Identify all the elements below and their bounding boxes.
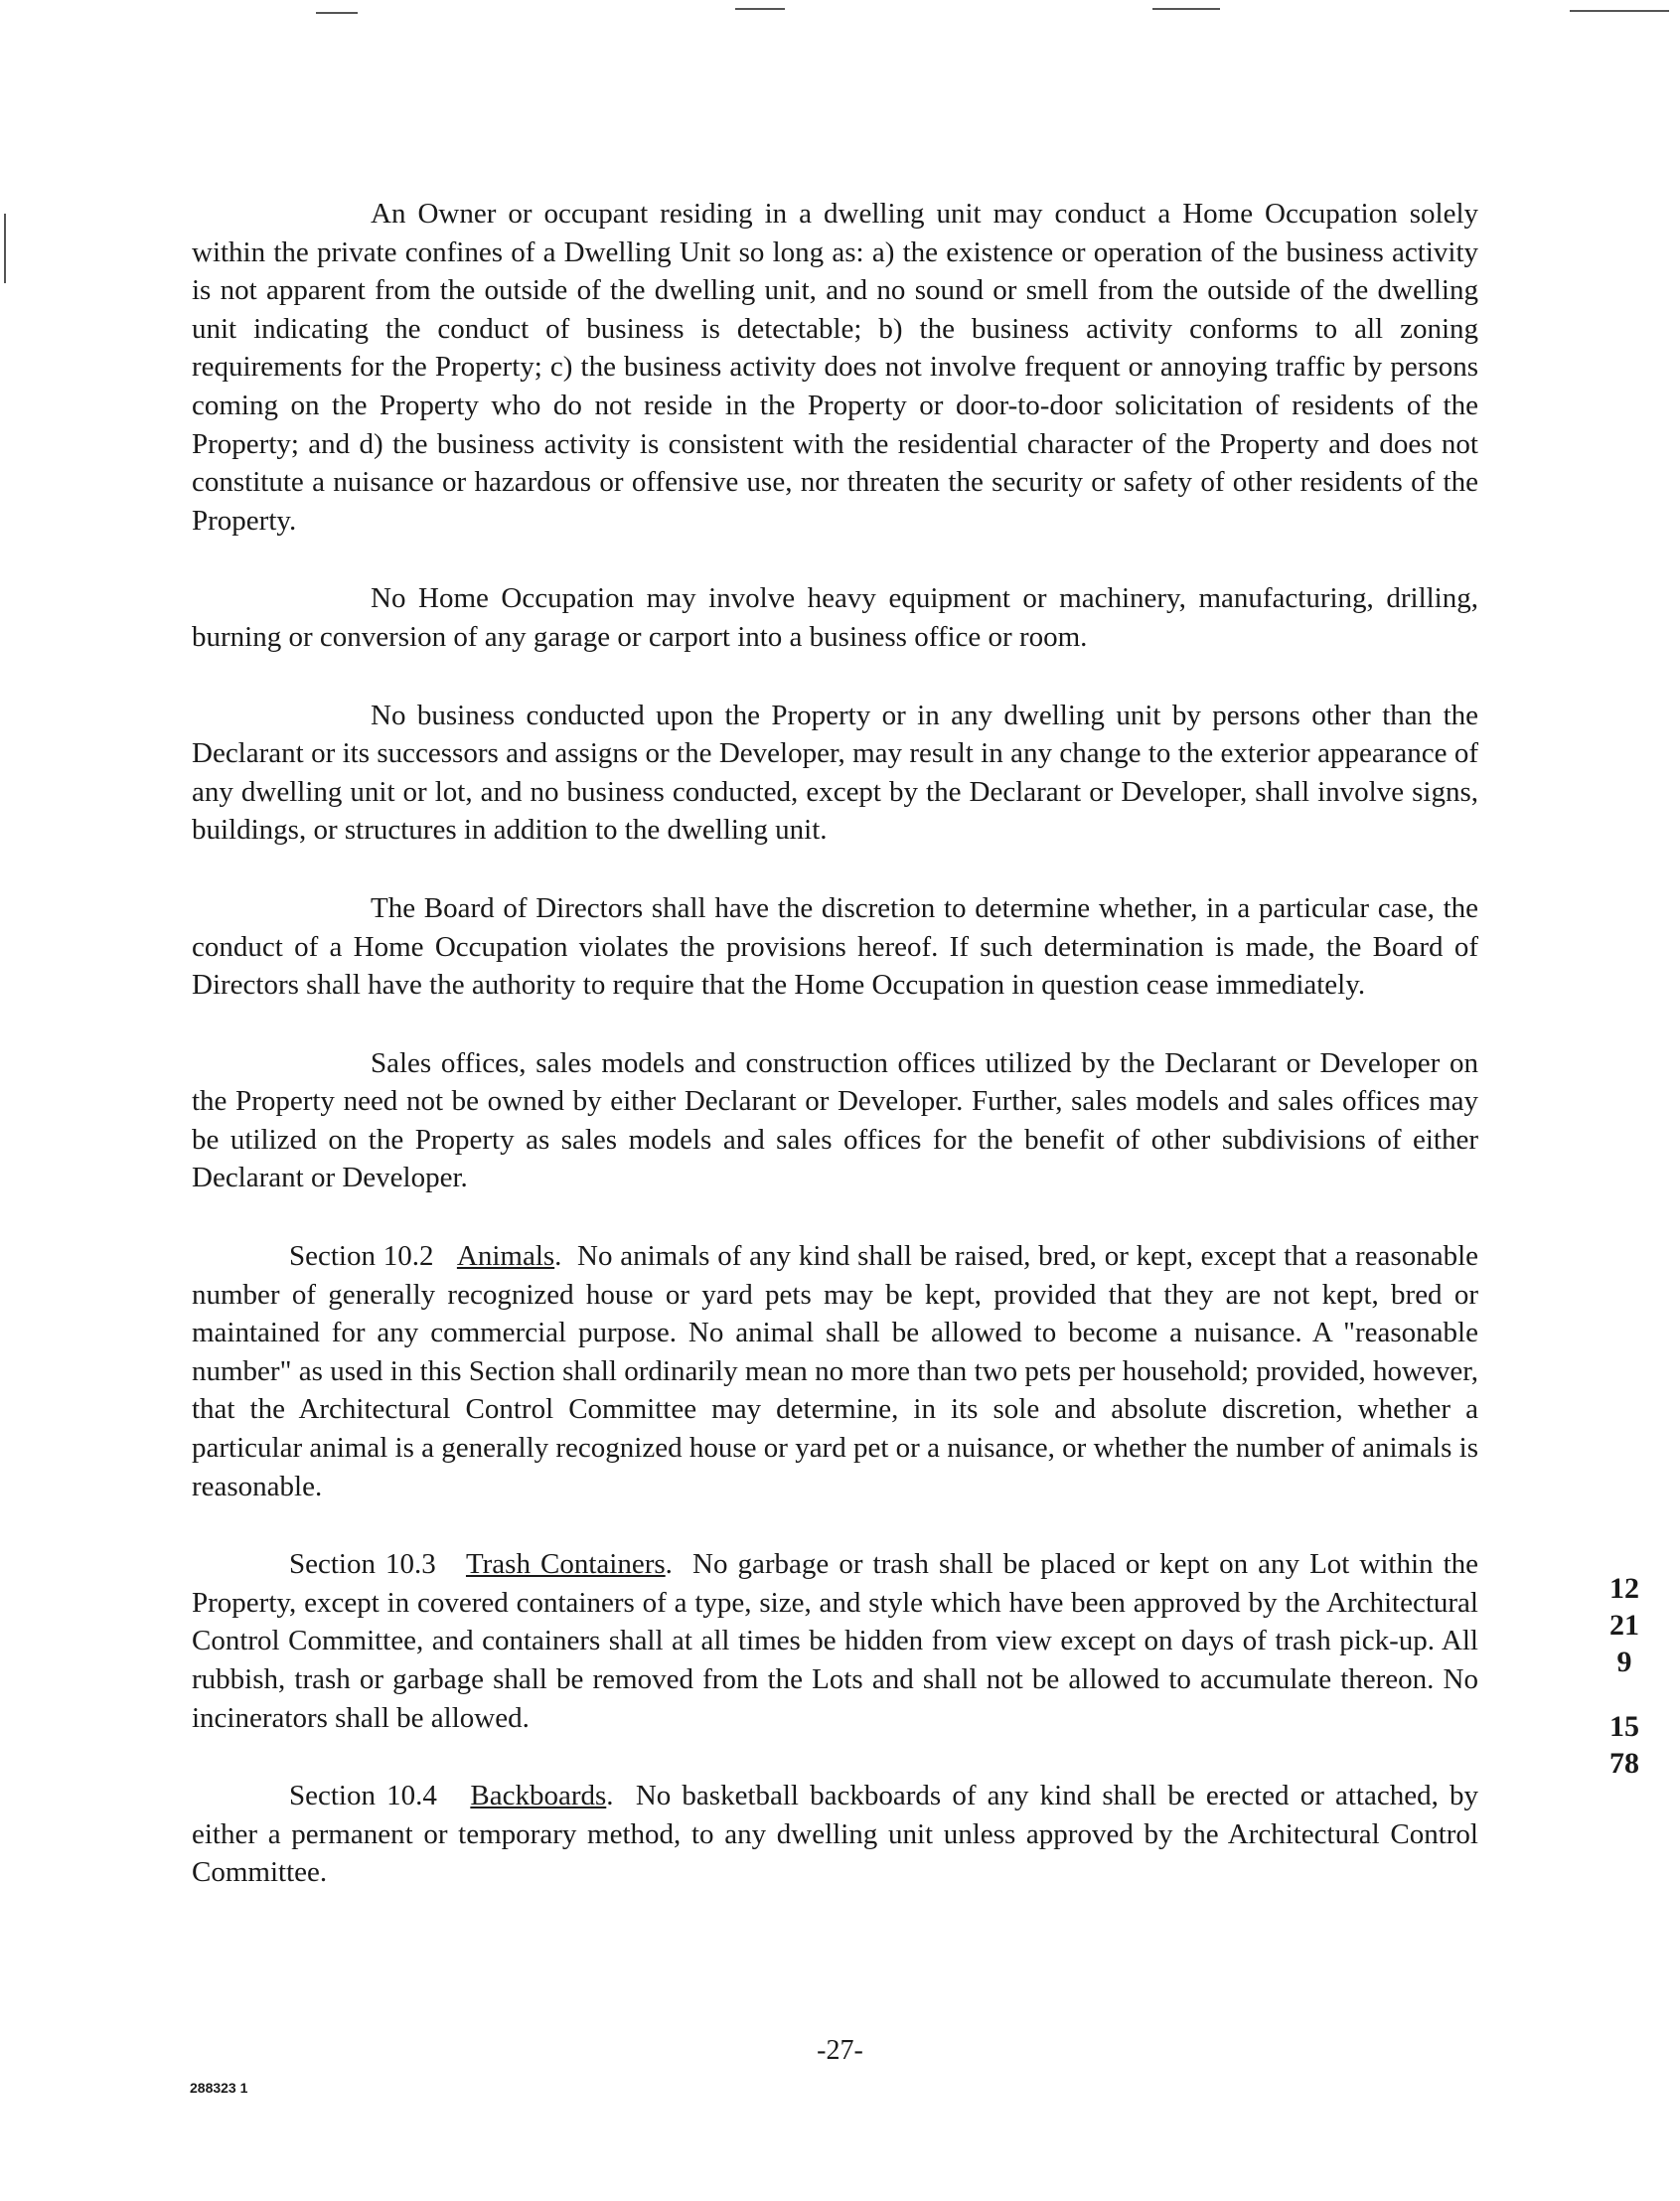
document-body (192, 195, 1478, 1932)
scan-artifact (1152, 8, 1220, 10)
section-number: Section 10.3 (289, 1548, 436, 1581)
paragraph-sales-offices: Sales offices, sales models and construction offices utilized by the Declarant or Developer on the Property need not be owned by either Declarant or Developer. Further, sales models and sales offices may be utilized on the Property as sales models and sales offices for the benefit of other subdivisions of either Declarant or Developer. (192, 1046, 1478, 1194)
section-trash-containers: Section 10.3 Trash Containers. No garbage or trash shall be placed or kept on any Lot within the Property, except in covered containers of a type, size, and style which have been approved by the Architectural Control Committee, and containers shall at all times be hidden from view except on days of trash pick-up. All rubbish, trash or garbage shall be removed from the Lots and shall not be allowed to accumulate thereon. No incinerators shall be allowed. (192, 1548, 1478, 1734)
section-text: No garbage or trash shall be placed or kept on any Lot within the Property, except in covered containers of a type, size, and style which have been approved by the Architectural Control Committee, and containers shall at all times be hidden from view except on days of trash pick-up. All rubbish, trash or garbage shall be removed from the Lots and shall not be allowed to accumulate thereon. No incinerators shall be allowed. (192, 1548, 1478, 1734)
paragraph-no-heavy-equipment: No Home Occupation may involve heavy equipment or machinery, manufacturing, drilling, burning or conversion of any garage or carport into a business office or room. (192, 582, 1478, 653)
recording-number-bottom: 1578 (1609, 1710, 1639, 1780)
section-text: No basketball backboards of any kind shall be erected or attached, by either a permanent or temporary method, to any dwelling unit unless approved by the Architectural Control Committee. (192, 1780, 1479, 1889)
section-title: Animals (456, 1240, 555, 1273)
scan-artifact (4, 214, 6, 283)
scan-artifact (1570, 10, 1669, 12)
paragraph-no-business-change: No business conducted upon the Property or in any dwelling unit by persons other than the Declarant or its successors and assigns or the Developer, may result in any change to the exterior appearance of any dwelling unit or lot, and no business conducted, except by the Declarant or Developer, shall involve signs, buildings, or structures in addition to the dwelling unit. (192, 699, 1478, 847)
recording-number-stamp (1609, 1570, 1639, 1782)
section-animals: Section 10.2 Animals. No animals of any kind shall be raised, bred, or kept, except that a reasonable number of generally recognized house or yard pets may be kept, provided that they are not kept, bred or maintained for any commercial purpose. No animal shall be allowed to become a nuisance. A "reasonable number" as used in this Section shall ordinarily mean no more than two pets per household; provided, however, that the Architectural Control Committee may determine, in its sole and absolute discretion, whether a particular animal is a generally recognized house or yard pet or a nuisance, or whether the number of animals is reasonable. (192, 1240, 1478, 1502)
document-id: 288323 1 (190, 2080, 248, 2096)
recording-number-top: 12219 (1609, 1572, 1639, 1678)
section-number: Section 10.2 (289, 1240, 434, 1273)
scan-artifact (316, 12, 358, 14)
section-text: No animals of any kind shall be raised, bred, or kept, except that a reasonable number of generally recognized house or yard pets may be kept, provided that they are not kept, bred or maintained for any commercial purpose. No animal shall be allowed to become a nuisance. A "reasonable number" as used in this Section shall ordinarily mean no more than two pets per household; provided, however, that the Architectural Control Committee may determine, in its sole and absolute discretion, whether a particular animal is a generally recognized house or yard pet or a nuisance, or whether the number of animals is reasonable. (192, 1240, 1478, 1502)
paragraph-home-occupation: An Owner or occupant residing in a dwelling unit may conduct a Home Occupation solely within the private confines of a Dwelling Unit so long as: a) the existence or operation of the business activity is not apparent from the outside of the dwelling unit, and no sound or smell from the outside of the dwelling unit indicating the conduct of business is detectable; b) the business activity conforms to all zoning requirements for the Property; c) the business activity does not involve frequent or annoying traffic by persons coming on the Property who do not reside in the Property or door-to-door solicitation of residents of the Property; and d) the business activity is consistent with the residential character of the Property and does not constitute a nuisance or hazardous or offensive use, nor threaten the security or safety of other residents of the Property. (192, 198, 1478, 537)
page-number: -27- (817, 2035, 863, 2066)
section-title: Trash Containers (465, 1548, 666, 1581)
scan-artifact (735, 8, 785, 10)
section-backboards: Section 10.4 Backboards. No basketball backboards of any kind shall be erected or attached, by either a permanent or temporary method, to any dwelling unit unless approved by the Architectural Control Committee. (192, 1780, 1479, 1889)
paragraph-board-discretion: The Board of Directors shall have the discretion to determine whether, in a particular case, the conduct of a Home Occupation violates the provisions hereof. If such determination is made, the Board of Directors shall have the authority to require that the Home Occupation in question cease immediately. (192, 891, 1478, 1002)
section-number: Section 10.4 (289, 1780, 437, 1812)
section-title: Backboards (470, 1780, 607, 1812)
